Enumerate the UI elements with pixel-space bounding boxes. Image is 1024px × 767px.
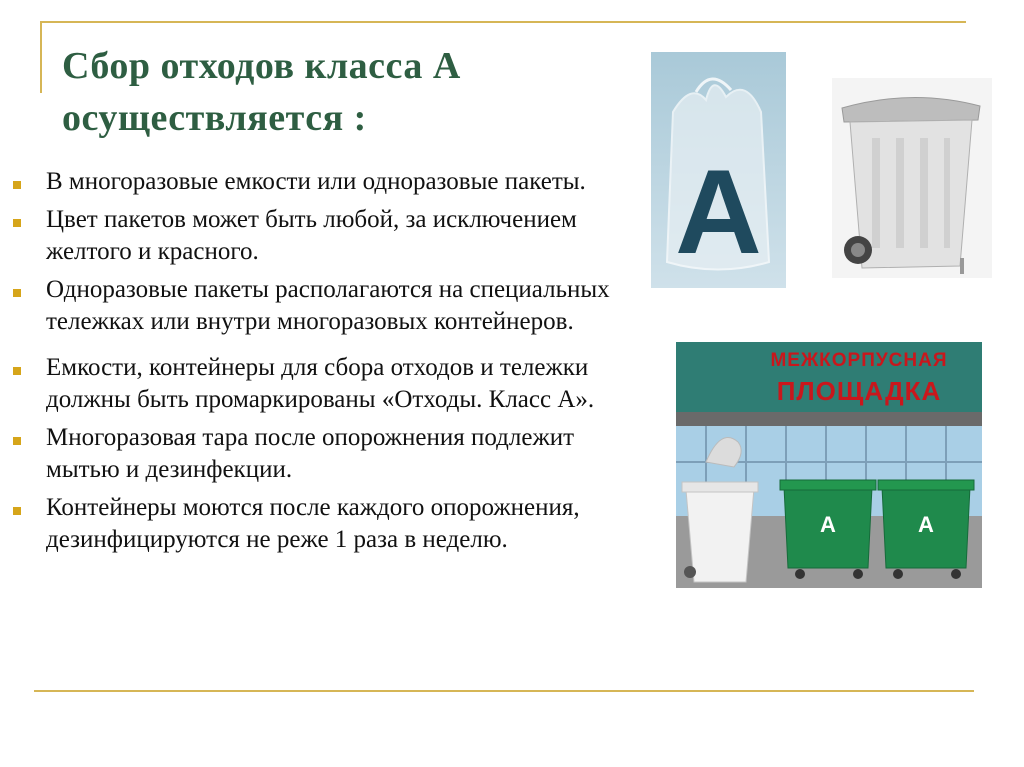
wheelie-bin-image <box>832 78 992 278</box>
bullet-item <box>0 166 640 198</box>
sign-line-2: ПЛОЩАДКА <box>776 376 942 406</box>
waste-yard-image <box>676 342 982 588</box>
bullet-item <box>0 352 640 416</box>
bullet-square-icon <box>13 289 21 297</box>
left-rule <box>40 21 42 93</box>
bullet-text: Многоразовая тара после опорожнения подлежит мытью и дезинфекции. <box>46 424 575 483</box>
bullet-text: Контейнеры моются после каждого опорожнения, дезинфицируются не реже 1 раза в неделю. <box>46 494 580 553</box>
class-a-label: А <box>675 145 762 279</box>
bullet-square-icon <box>13 367 21 375</box>
bottom-rule <box>34 690 974 692</box>
sign-line-1: МЕЖКОРПУСНАЯ <box>770 350 948 371</box>
bullet-text: Емкости, контейнеры для сбора отходов и тележки должны быть промаркированы «Отходы. Класс А». <box>46 354 595 413</box>
bullet-text: Одноразовые пакеты располагаются на специальных тележках или внутри многоразовых контейнеров. <box>46 276 610 335</box>
bullet-text: Цвет пакетов может быть любой, за исключением желтого и красного. <box>46 206 577 265</box>
wheelie-bin-icon <box>832 78 992 278</box>
slide-title: Сбор отходов класса А осуществляется : <box>62 45 461 139</box>
bullet-square-icon <box>13 437 21 445</box>
bullet-item <box>0 422 640 486</box>
bullet-square-icon <box>13 219 21 227</box>
bullet-item <box>0 274 640 338</box>
bullet-square-icon <box>13 507 21 515</box>
bin-label-right: А <box>918 512 934 537</box>
bin-label-left: А <box>820 512 836 537</box>
bullet-list <box>0 166 640 556</box>
bullet-text: В многоразовые емкости или одноразовые пакеты. <box>46 168 586 195</box>
top-rule <box>40 21 966 23</box>
bullet-square-icon <box>13 181 21 189</box>
waste-bag-image <box>651 52 786 288</box>
bullet-item <box>0 204 640 268</box>
bullet-item <box>0 492 640 556</box>
